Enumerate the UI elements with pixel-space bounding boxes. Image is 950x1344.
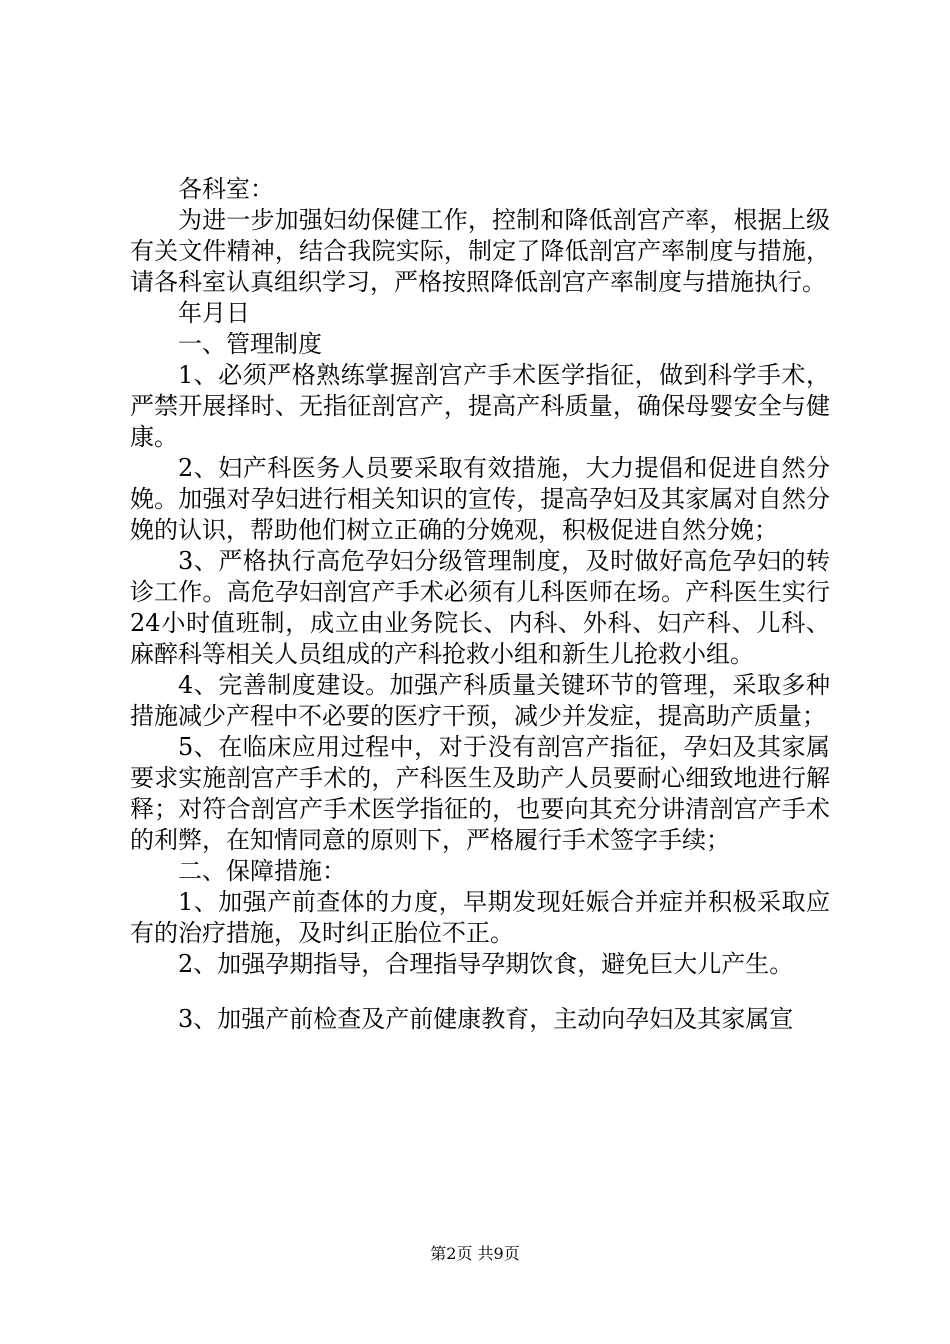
page-number-label: 第2页 共9页 xyxy=(430,1244,520,1263)
management-item-2: 2、妇产科医务人员要采取有效措施，大力提倡和促进自然分娩。加强对孕妇进行相关知识的宣传，提高孕妇及其家属对自然分娩的认识，帮助他们树立正确的分娩观，积极促进自然分娩； xyxy=(130,454,830,544)
management-item-4: 4、完善制度建设。加强产科质量关键环节的管理，采取多种措施减少产程中不必要的医疗干预，减少并发症，提高助产质量； xyxy=(130,671,830,730)
management-item-3: 3、严格执行高危孕妇分级管理制度，及时做好高危孕妇的转诊工作。高危孕妇剖宫产手术必须有儿科医师在场。产科医生实行24小时值班制，成立由业务院长、内科、外科、妇产科、儿科、麻醉科等相关人员组成的产科抢救小组和新生儿抢救小组。 xyxy=(130,547,830,668)
document-body xyxy=(130,174,830,1035)
management-item-1: 1、必须严格熟练掌握剖宫产手术医学指征，做到科学手术，严禁开展择时、无指征剖宫产，提高产科质量，确保母婴安全与健康。 xyxy=(130,361,830,451)
greeting: 各科室： xyxy=(178,175,274,203)
section-heading-management: 一、管理制度 xyxy=(178,330,322,358)
section-heading-measures: 二、保障措施： xyxy=(178,857,346,885)
date-line: 年月日 xyxy=(178,299,250,327)
measure-item-2: 2、加强孕期指导，合理指导孕期饮食，避免巨大儿产生。 xyxy=(178,950,794,978)
page-footer xyxy=(0,1244,950,1264)
measure-item-3: 3、加强产前检查及产前健康教育，主动向孕妇及其家属宣 xyxy=(178,1005,794,1033)
intro-paragraph: 为进一步加强妇幼保健工作，控制和降低剖宫产率，根据上级有关文件精神，结合我院实际，制定了降低剖宫产率制度与措施，请各科室认真组织学习，严格按照降低剖宫产率制度与措施执行。 xyxy=(130,206,830,296)
management-item-5: 5、在临床应用过程中，对于没有剖宫产指征，孕妇及其家属要求实施剖宫产手术的，产科医生及助产人员要耐心细致地进行解释；对符合剖宫产手术医学指征的，也要向其充分讲清剖宫产手术的利弊，在知情同意的原则下，严格履行手术签字手续； xyxy=(130,733,830,854)
measure-item-1: 1、加强产前查体的力度，早期发现妊娠合并症并积极采取应有的治疗措施，及时纠正胎位不正。 xyxy=(130,888,830,947)
